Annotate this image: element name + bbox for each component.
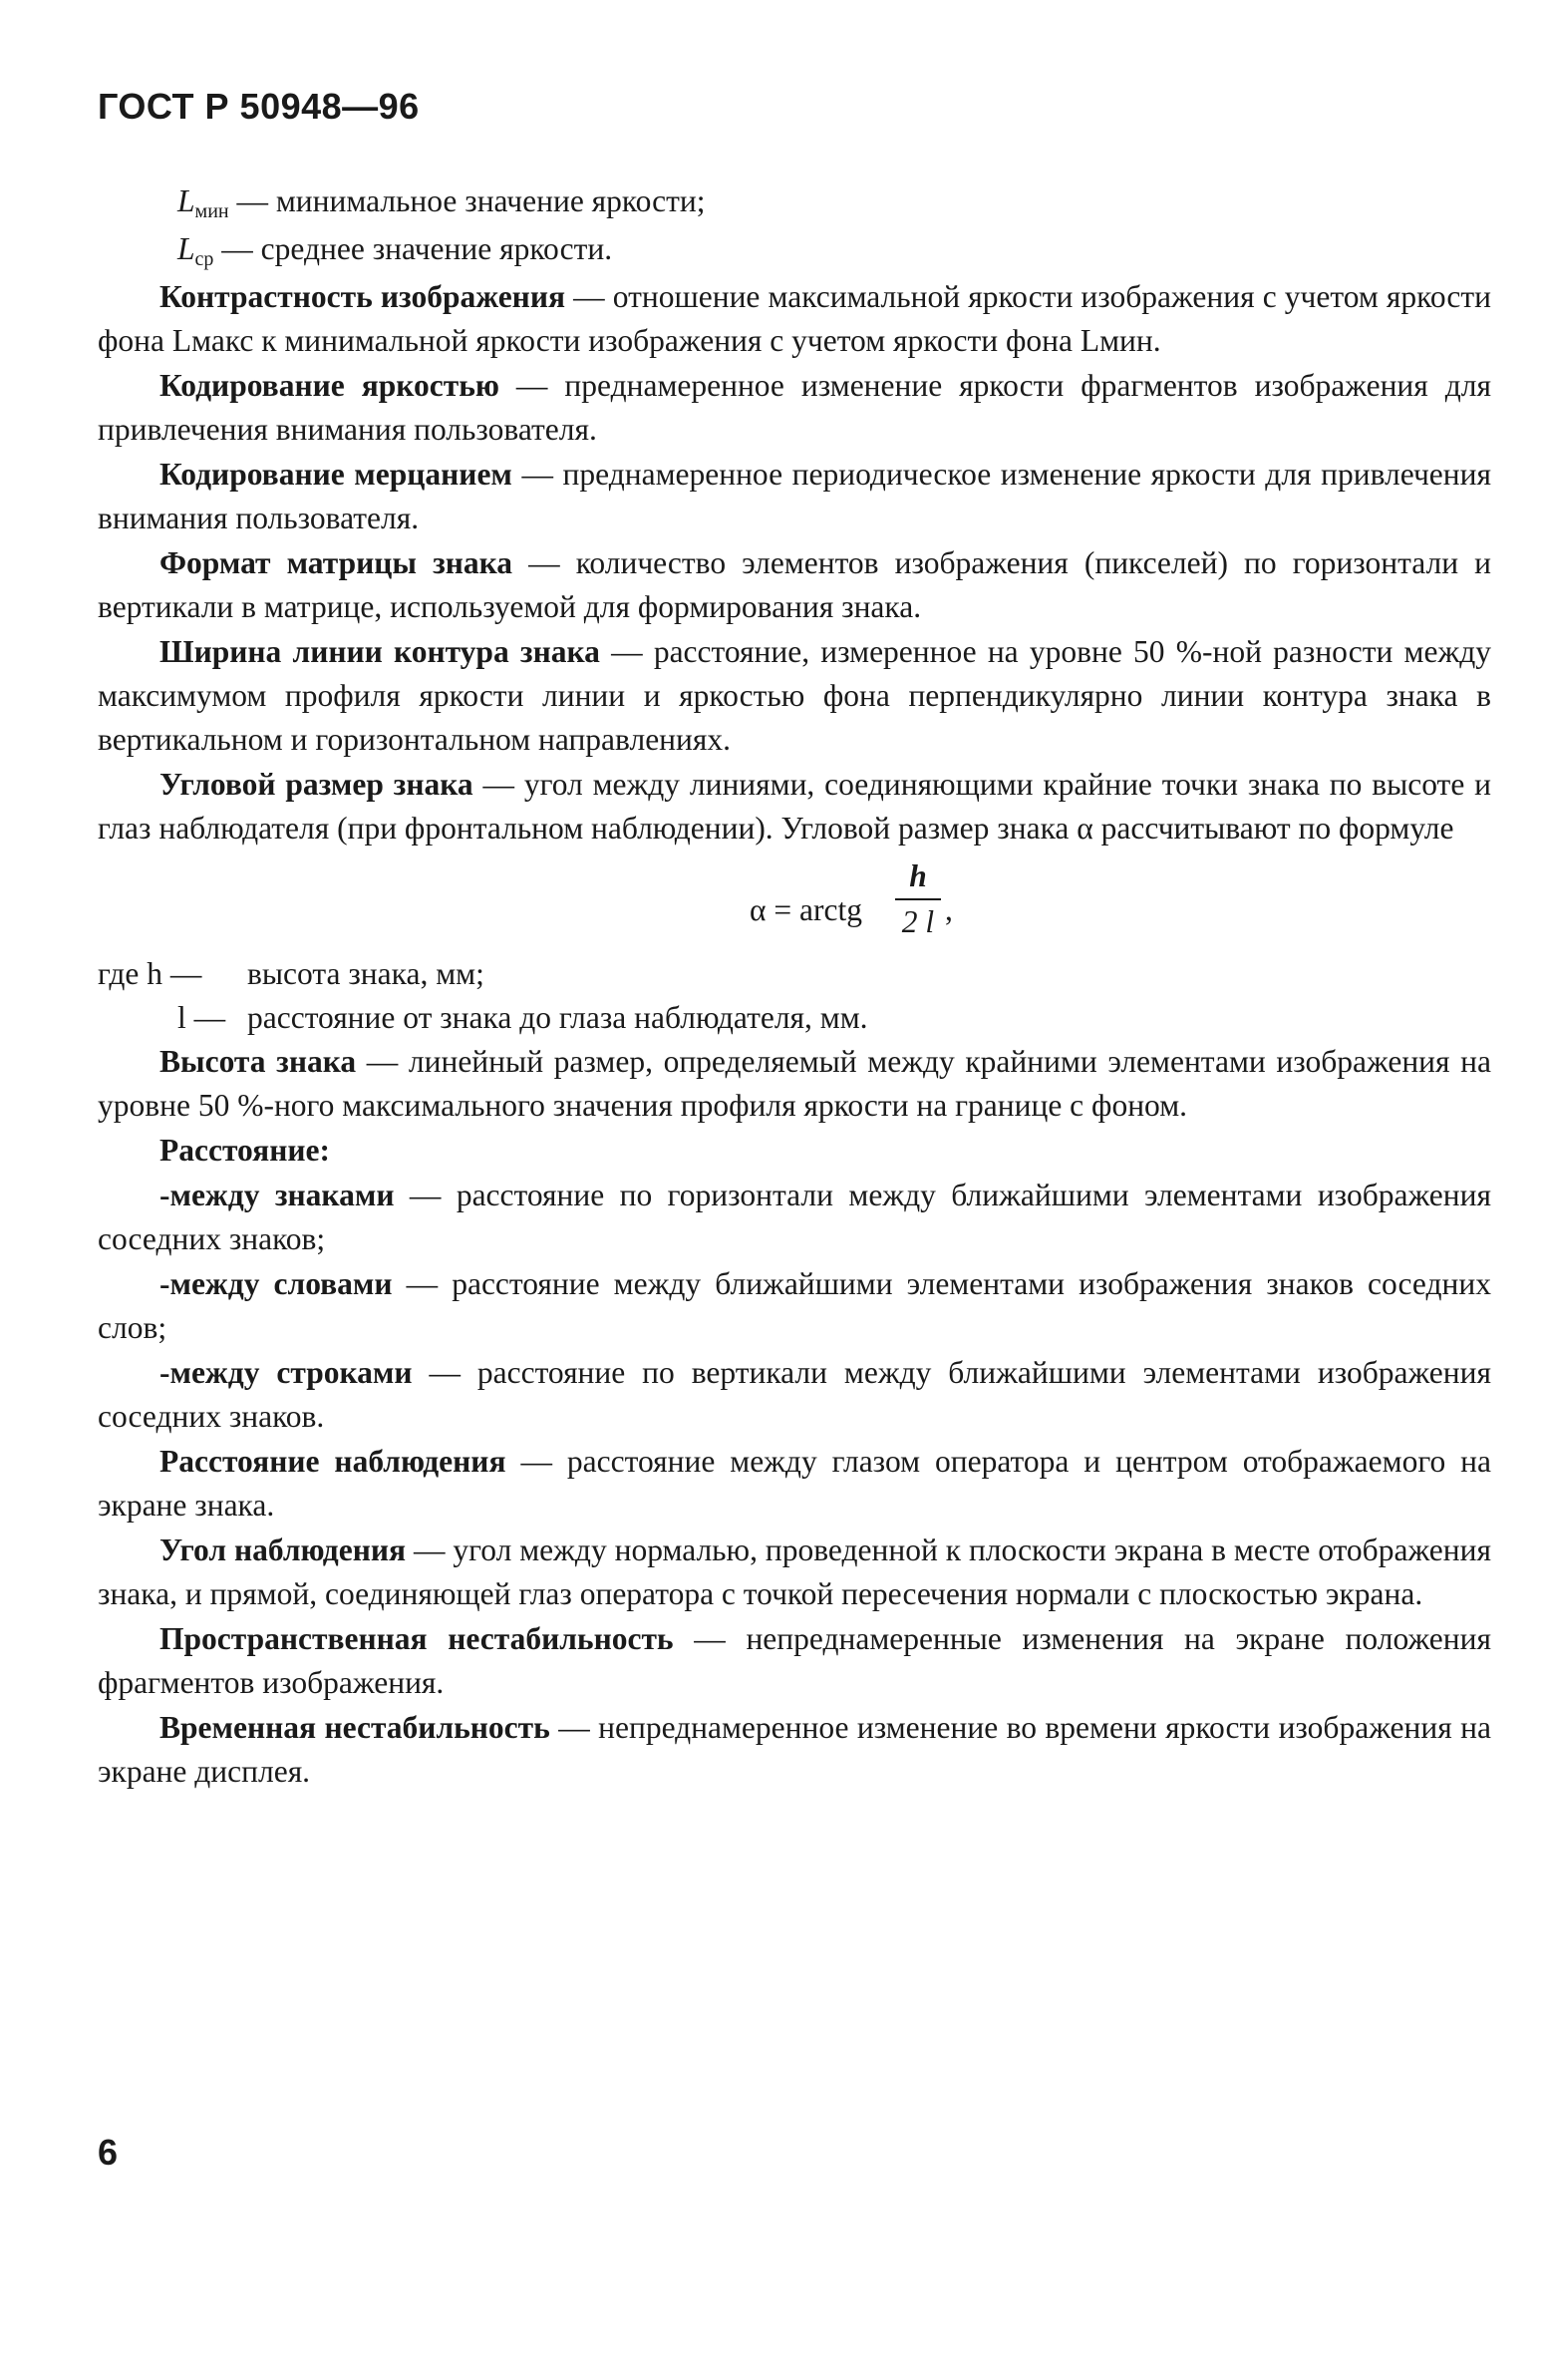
- legend-lmin: [98, 179, 1491, 227]
- term-definition: — расстояние между глазом оператора и центром отображаемого на экране знака.: [98, 1444, 1491, 1523]
- term-paragraph: [98, 1529, 1491, 1616]
- legend-lsr: [98, 227, 1491, 275]
- where-l: [98, 996, 1491, 1040]
- term-definition: — расстояние, измеренное на уровне 50 %-ной разности между максимумом профиля яркости линии и яркостью фона перпендикулярно линии контура знака в вертикальном и горизонтальном направлениях.: [98, 634, 1491, 757]
- formula-lhs: α = arctg: [750, 892, 862, 927]
- term-paragraph: [98, 1706, 1491, 1794]
- term-paragraph: [98, 763, 1491, 850]
- term-paragraph: [98, 453, 1491, 540]
- formula-denominator: 2 l: [901, 904, 935, 939]
- term-title: Ширина линии контура знака: [159, 634, 600, 669]
- term-paragraph: [98, 630, 1491, 762]
- term-paragraph: [98, 1440, 1491, 1528]
- term-title: Формат матрицы знака: [159, 545, 513, 580]
- formula-numerator: h: [909, 858, 927, 893]
- standard-header: ГОСТ Р 50948—96: [98, 86, 420, 127]
- term-definition: — отношение максимальной яркости изображения с учетом яркости фона Lмакс к минимальной яркости изображения с учетом яркости фона Lмин.: [98, 279, 1491, 358]
- term-definition: — расстояние по вертикали между ближайшими элементами изображения соседних знаков.: [98, 1355, 1491, 1434]
- term-paragraph: [98, 1351, 1491, 1439]
- term-definition: — непреднамеренное изменение во времени яркости изображения на экране дисплея.: [98, 1710, 1491, 1789]
- symbol-subscript: мин: [194, 200, 229, 222]
- term-definition: — преднамеренное изменение яркости фрагментов изображения для привлечения внимания пользователя.: [98, 368, 1492, 447]
- term-paragraph: [98, 1129, 1491, 1173]
- term-title: Высота знака: [159, 1044, 357, 1079]
- where-symbol: где h —: [98, 956, 202, 991]
- term-paragraph: [98, 1174, 1491, 1261]
- symbol-l: L: [177, 183, 195, 218]
- term-title: Угловой размер знака: [159, 767, 473, 802]
- term-title: -между словами: [159, 1266, 393, 1301]
- where-h: [98, 952, 1491, 996]
- term-title: Кодирование мерцанием: [159, 457, 512, 492]
- formula-suffix: ,: [945, 892, 953, 927]
- term-definition: — линейный размер, определяемый между крайними элементами изображения на уровне 50 %-ного максимального значения профиля яркости на границе с фоном.: [98, 1044, 1491, 1123]
- term-title: -между знаками: [159, 1178, 395, 1212]
- angle-formula: [98, 852, 1491, 952]
- page-number: 6: [98, 2132, 119, 2173]
- term-title: Расстояние:: [159, 1133, 330, 1168]
- where-text: расстояние от знака до глаза наблюдателя, мм.: [247, 1000, 868, 1035]
- fraction-bar: [895, 898, 941, 900]
- term-definition: — преднамеренное периодическое изменение яркости для привлечения внимания пользователя.: [98, 457, 1491, 535]
- term-paragraph: [98, 1617, 1491, 1705]
- term-title: Кодирование яркостью: [159, 368, 499, 403]
- symbol-l: L: [177, 231, 195, 266]
- term-title: Угол наблюдения: [159, 1532, 407, 1567]
- formula-fraction: [895, 856, 941, 942]
- term-definition: — количество элементов изображения (пикселей) по горизонтали и вертикали в матрице, используемой для формирования знака.: [98, 545, 1491, 624]
- where-text: высота знака, мм;: [247, 956, 484, 991]
- term-paragraph: [98, 1040, 1491, 1128]
- where-symbol: l —: [177, 1000, 226, 1035]
- term-paragraph: [98, 541, 1491, 629]
- legend-text: — минимальное значение яркости;: [236, 183, 706, 218]
- term-definition: — непреднамеренные изменения на экране положения фрагментов изображения.: [98, 1621, 1491, 1700]
- term-definition: — расстояние между ближайшими элементами изображения знаков соседних слов;: [98, 1266, 1491, 1345]
- symbol-subscript: ср: [194, 248, 214, 270]
- term-definition: — угол между линиями, соединяющими крайние точки знака по высоте и глаз наблюдателя (при фронтальном наблюдении). Угловой размер знака α рассчитывают по формуле: [98, 767, 1491, 846]
- term-paragraph: [98, 364, 1491, 452]
- term-paragraph: [98, 275, 1491, 363]
- term-title: Контрастность изображения: [159, 279, 566, 314]
- term-title: -между строками: [159, 1355, 413, 1390]
- document-body: [98, 179, 1491, 1795]
- term-paragraph: [98, 1262, 1491, 1350]
- legend-text: — среднее значение яркости.: [221, 231, 613, 266]
- term-title: Расстояние наблюдения: [159, 1444, 506, 1479]
- term-title: Пространственная нестабильность: [159, 1621, 674, 1656]
- term-definition: — расстояние по горизонтали между ближайшими элементами изображения соседних знаков;: [98, 1178, 1491, 1256]
- term-title: Временная нестабильность: [159, 1710, 550, 1745]
- term-definition: — угол между нормалью, проведенной к плоскости экрана в месте отображения знака, и прямой, соединяющей глаз оператора с точкой пересечения нормали с плоскостью экрана.: [98, 1532, 1491, 1611]
